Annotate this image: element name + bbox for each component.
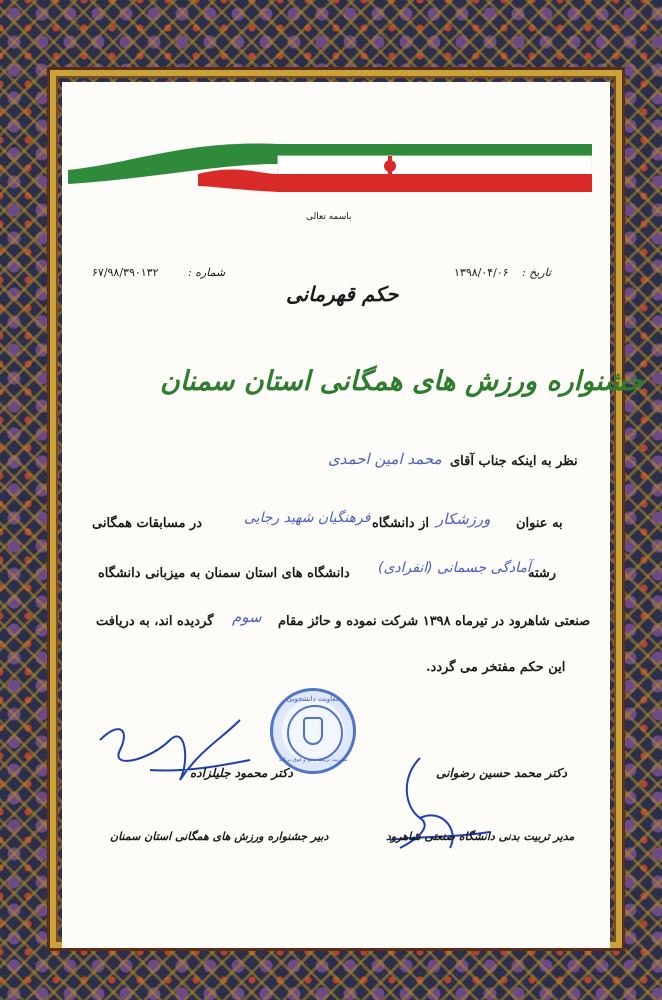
seal-top-text: معاونت دانشجویی (286, 695, 340, 703)
university-seal (270, 688, 356, 774)
sport-name: آمادگی جسمانی (انفرادی) (378, 560, 531, 576)
date-value: ۱۳۹۸/۰۴/۰۶ (454, 266, 509, 279)
number-value: ۶۷/۹۸/۳۹۰۱۳۲ (92, 266, 159, 279)
role: ورزشکار (436, 510, 491, 528)
festival-title: جشنواره ورزش های همگانی استان سمنان (160, 366, 644, 397)
body-as: به عنوان (516, 516, 563, 531)
body-line5: این حکم مفتخر می گردد. (426, 660, 566, 675)
right-signatory-name: دکتر محمد حسین رضوانی (436, 766, 567, 780)
seal-bottom-text: مدیریت تربیت بدنی و فوق برنامه (278, 757, 348, 763)
number-label: شماره : (188, 266, 226, 279)
body-line4-suffix: گردیده اند، به دریافت (96, 614, 214, 629)
date-label: تاریخ : (522, 266, 552, 279)
basmala: باسمه تعالی (306, 212, 352, 222)
body-line1-prefix: نظر به اینکه جناب آقای (450, 454, 578, 469)
left-signatory-title: دبیر جشنواره ورزش های همگانی استان سمنان (110, 830, 329, 843)
university-name: فرهنگیان شهید رجایی (244, 510, 371, 526)
body-from-university: از دانشگاه (372, 516, 429, 531)
seal-emblem-icon (303, 717, 323, 745)
left-signature-icon (90, 700, 260, 800)
body-field: رشته (528, 566, 557, 581)
rank: سوم (232, 608, 262, 626)
right-signatory-title: مدیر تربیت بدنی دانشگاه صنعتی شاهرود (386, 830, 575, 843)
recipient-name: محمد امین احمدی (328, 450, 442, 468)
left-signatory-name: دکتر محمود جلیلزاده (190, 766, 293, 780)
iran-flag-ribbon (68, 134, 592, 196)
certificate-title: حکم قهرمانی (286, 282, 399, 306)
body-line4-prefix: صنعتی شاهرود در تیرماه ۱۳۹۸ شرکت نموده و حائز مقام (278, 614, 591, 629)
body-competitions: در مسابقات همگانی (92, 516, 202, 531)
body-host-universities: دانشگاه های استان سمنان به میزبانی دانشگاه (98, 566, 350, 581)
